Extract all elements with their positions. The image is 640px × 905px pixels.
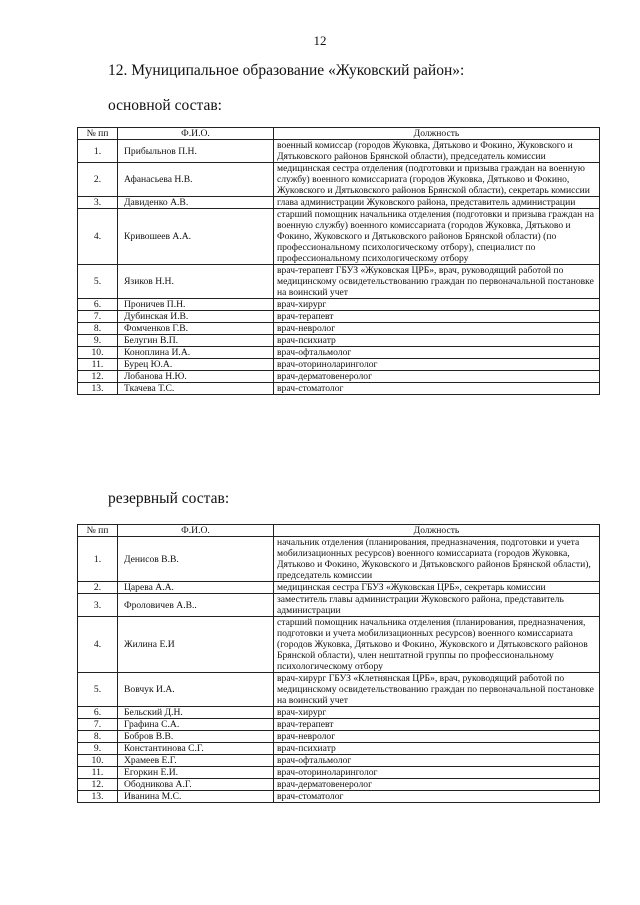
table-row [78, 755, 600, 767]
table-row [78, 594, 600, 617]
member-name: Кривошеев А.А. [118, 209, 274, 265]
table-row [78, 323, 600, 335]
document-title: 12. Муниципальное образование «Жуковский район»: [108, 62, 465, 79]
member-position: врач-оториноларинголог [274, 359, 600, 371]
member-name: Фомченков Г.В. [118, 323, 274, 335]
main-section-heading: основной состав: [108, 97, 222, 114]
row-number: 1. [78, 140, 118, 163]
member-position: врач-дерматовенеролог [274, 779, 600, 791]
member-position: врач-хирург ГБУЗ «Клетнянская ЦРБ», врач, руководящий работой по медицинскому освидетельствованию граждан по первоначальной постановке на воинский учет [274, 673, 600, 707]
table-row [78, 767, 600, 779]
reserve-composition-table [77, 524, 600, 803]
member-name: Коноплина И.А. [118, 347, 274, 359]
row-number: 12. [78, 371, 118, 383]
member-name: Дубинская И.В. [118, 311, 274, 323]
member-name: Ткачева Т.С. [118, 383, 274, 395]
member-position: врач-стоматолог [274, 791, 600, 803]
row-number: 5. [78, 673, 118, 707]
member-name: Иванина М.С. [118, 791, 274, 803]
member-position: врач-хирург [274, 707, 600, 719]
member-position: старший помощник начальника отделения (планирования, предназначения, подготовки и учета мобилизационных ресурсов) военного комиссариата (городов Жуковка, Дятьково и Фокино, Жуковского и Дятьковского районов Брянской области), член нештатной группы по профессиональному психологическому отбору [274, 617, 600, 673]
table-row [78, 791, 600, 803]
row-number: 8. [78, 323, 118, 335]
column-header-position: Должность [274, 128, 600, 140]
table-row [78, 719, 600, 731]
member-name: Егоркин Е.И. [118, 767, 274, 779]
table-row [78, 383, 600, 395]
row-number: 12. [78, 779, 118, 791]
row-number: 13. [78, 383, 118, 395]
table-row [78, 673, 600, 707]
row-number: 2. [78, 582, 118, 594]
column-header-name: Ф.И.О. [118, 128, 274, 140]
table-row [78, 617, 600, 673]
row-number: 9. [78, 335, 118, 347]
member-name: Фроловичев А.В.. [118, 594, 274, 617]
row-number: 8. [78, 731, 118, 743]
page-number: 12 [313, 33, 327, 48]
member-name: Царева А.А. [118, 582, 274, 594]
member-position: врач-дерматовенеролог [274, 371, 600, 383]
member-name: Бельский Д.Н. [118, 707, 274, 719]
member-name: Язиков Н.Н. [118, 265, 274, 299]
member-position: глава администрации Жуковского района, представитель администрации [274, 197, 600, 209]
member-position: врач-невролог [274, 731, 600, 743]
member-name: Проничев П.Н. [118, 299, 274, 311]
member-position: врач-невролог [274, 323, 600, 335]
table-header-row [78, 128, 600, 140]
member-name: Жилина Е.И [118, 617, 274, 673]
member-position: старший помощник начальника отделения (подготовки и призыва граждан на военную службу) военного комиссариата (городов Жуковка, Дятьково и Фокино, Жуковского и Дятьковского районов Брянской области) (по профессиональному психологическому отбору), специалист по профессиональному психологическому отбору [274, 209, 600, 265]
row-number: 13. [78, 791, 118, 803]
table-row [78, 707, 600, 719]
row-number: 7. [78, 719, 118, 731]
table-header-row [78, 525, 600, 537]
table-row [78, 582, 600, 594]
table-row [78, 311, 600, 323]
member-name: Лобанова Н.Ю. [118, 371, 274, 383]
row-number: 1. [78, 537, 118, 582]
table-row [78, 197, 600, 209]
table-row [78, 209, 600, 265]
row-number: 4. [78, 209, 118, 265]
row-number: 6. [78, 299, 118, 311]
table-row [78, 335, 600, 347]
member-position: медицинская сестра отделения (подготовки и призыва граждан на военную службу) военного комиссариата (городов Жуковка, Дятьково и Фокино, Жуковского и Дятьковского районов Брянской области), секретарь комиссии [274, 163, 600, 197]
member-name: Вовчук И.А. [118, 673, 274, 707]
row-number: 10. [78, 347, 118, 359]
member-position: врач-стоматолог [274, 383, 600, 395]
row-number: 11. [78, 359, 118, 371]
main-composition-table [77, 127, 600, 395]
table-row [78, 371, 600, 383]
member-position: врач-терапевт [274, 719, 600, 731]
member-name: Храмеев Е.Г. [118, 755, 274, 767]
table-row [78, 163, 600, 197]
row-number: 10. [78, 755, 118, 767]
member-name: Бурец Ю.А. [118, 359, 274, 371]
member-name: Графина С.А. [118, 719, 274, 731]
table-row [78, 265, 600, 299]
member-position: военный комиссар (городов Жуковка, Дятьково и Фокино, Жуковского и Дятьковского районов Брянской области), председатель комиссии [274, 140, 600, 163]
member-position: врач-терапевт ГБУЗ «Жуковская ЦРБ», врач, руководящий работой по медицинскому освидетельствованию граждан по первоначальной постановке на воинский учет [274, 265, 600, 299]
member-position: медицинская сестра ГБУЗ «Жуковская ЦРБ», секретарь комиссии [274, 582, 600, 594]
member-name: Афанасьева Н.В. [118, 163, 274, 197]
row-number: 3. [78, 197, 118, 209]
table-row [78, 299, 600, 311]
member-position: врач-офтальмолог [274, 755, 600, 767]
column-header-number: № пп [78, 525, 118, 537]
member-name: Белугин В.П. [118, 335, 274, 347]
member-name: Давиденко А.В. [118, 197, 274, 209]
member-name: Константинова С.Г. [118, 743, 274, 755]
row-number: 5. [78, 265, 118, 299]
table-row [78, 743, 600, 755]
member-position: врач-оториноларинголог [274, 767, 600, 779]
member-position: врач-психиатр [274, 743, 600, 755]
member-name: Прибыльнов П.Н. [118, 140, 274, 163]
table-row [78, 779, 600, 791]
table-row [78, 140, 600, 163]
member-position: врач-терапевт [274, 311, 600, 323]
member-position: начальник отделения (планирования, предназначения, подготовки и учета мобилизационных ресурсов) военного комиссариата (городов Жуковка, Дятьково и Фокино, Жуковского и Дятьковского районов Брянской области), председатель комиссии [274, 537, 600, 582]
member-position: врач-офтальмолог [274, 347, 600, 359]
table-body [78, 140, 600, 395]
row-number: 4. [78, 617, 118, 673]
row-number: 9. [78, 743, 118, 755]
table-row [78, 731, 600, 743]
column-header-position: Должность [274, 525, 600, 537]
row-number: 3. [78, 594, 118, 617]
member-position: заместитель главы администрации Жуковского района, представитель администрации [274, 594, 600, 617]
column-header-name: Ф.И.О. [118, 525, 274, 537]
table-row [78, 359, 600, 371]
column-header-number: № пп [78, 128, 118, 140]
table-body [78, 537, 600, 803]
table-row [78, 347, 600, 359]
member-name: Бобров В.В. [118, 731, 274, 743]
member-position: врач-психиатр [274, 335, 600, 347]
row-number: 7. [78, 311, 118, 323]
table-row [78, 537, 600, 582]
reserve-section-heading: резервный состав: [108, 490, 230, 507]
member-position: врач-хирург [274, 299, 600, 311]
member-name: Ободникова А.Г. [118, 779, 274, 791]
row-number: 11. [78, 767, 118, 779]
row-number: 2. [78, 163, 118, 197]
row-number: 6. [78, 707, 118, 719]
member-name: Денисов В.В. [118, 537, 274, 582]
